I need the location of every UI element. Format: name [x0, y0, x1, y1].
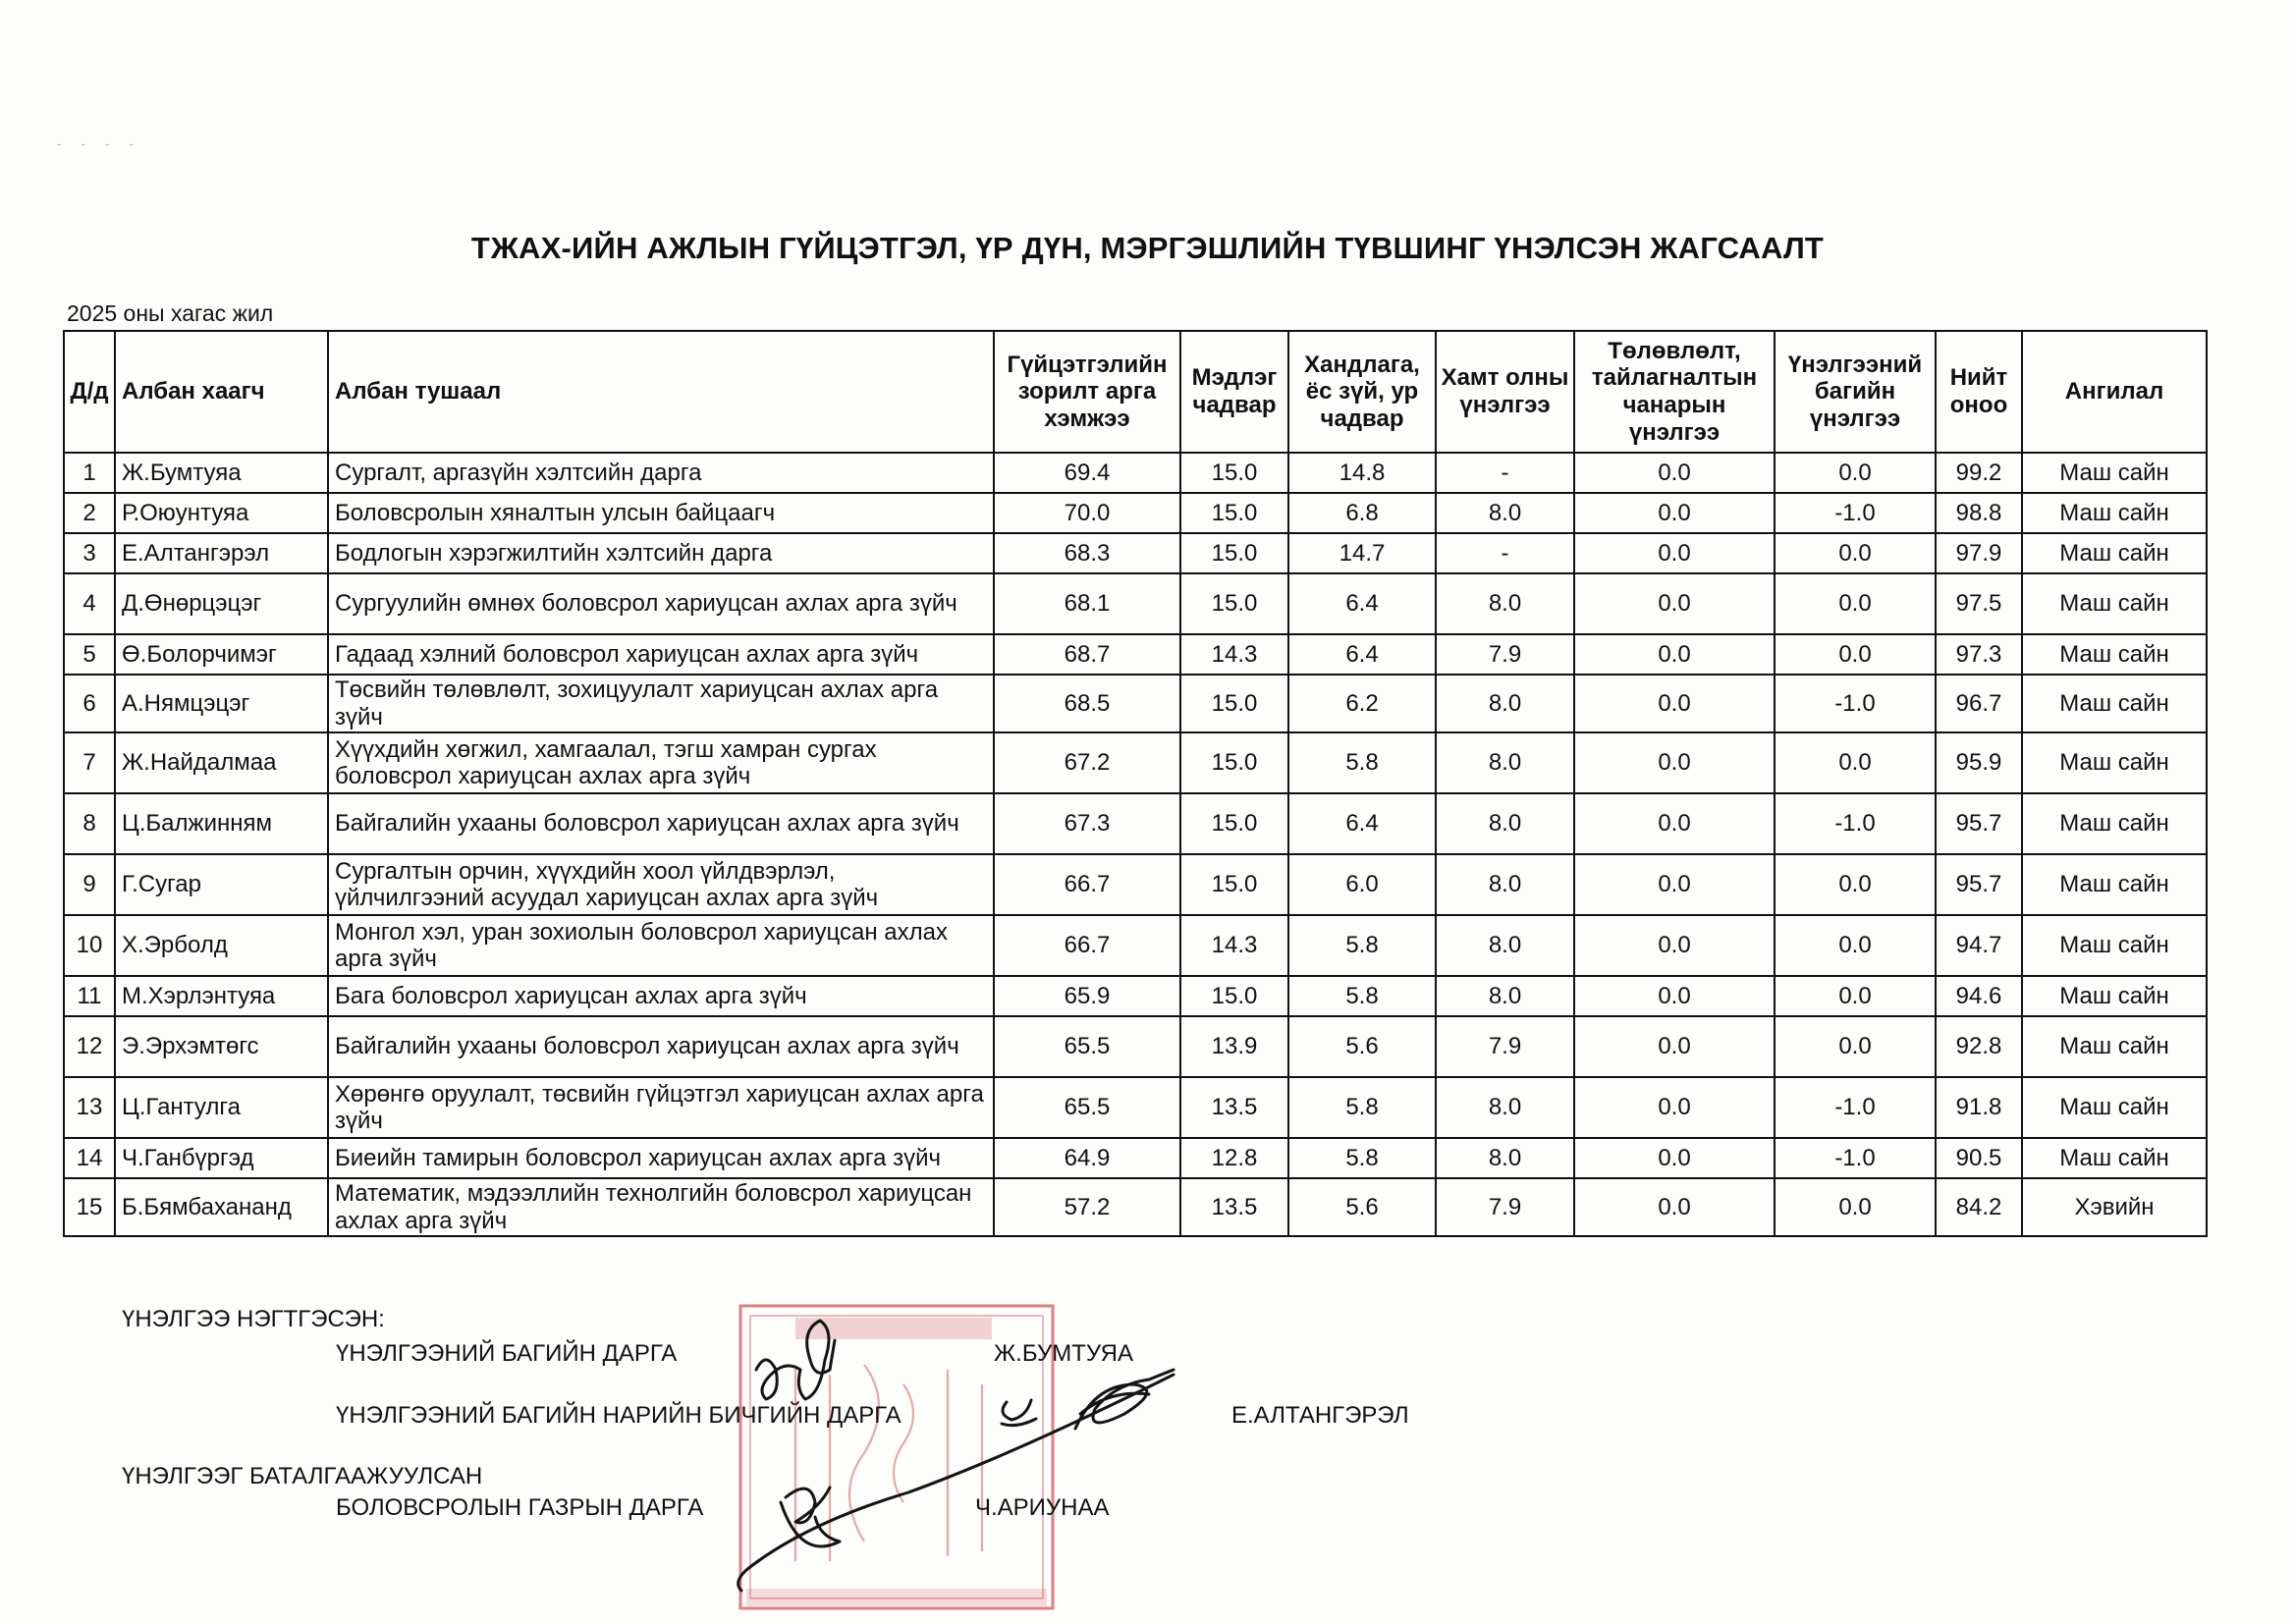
peer-score: 7.9 — [1436, 1016, 1574, 1077]
total-score: 97.9 — [1936, 533, 2022, 573]
position-title: Гадаад хэлний боловсрол хариуцсан ахлах арга зүйч — [328, 634, 994, 675]
results-table — [63, 330, 2208, 1237]
grade-label: Маш сайн — [2022, 675, 2207, 732]
knowledge-score: 15.0 — [1180, 453, 1288, 493]
total-score: 95.7 — [1936, 854, 2022, 915]
row-number: 15 — [64, 1178, 115, 1236]
grade-label: Маш сайн — [2022, 976, 2207, 1016]
attitude-score: 6.8 — [1288, 493, 1436, 533]
signature-team-lead — [756, 1321, 835, 1399]
peer-score: 8.0 — [1436, 732, 1574, 793]
position-title: Сургуулийн өмнөх боловсрол хариуцсан ахлах арга зүйч — [328, 573, 994, 634]
position-title: Бага боловсрол хариуцсан ахлах арга зүйч — [328, 976, 994, 1016]
peer-score: 8.0 — [1436, 675, 1574, 732]
table-row — [64, 634, 2207, 675]
team-lead-title: ҮНЭЛГЭЭНИЙ БАГИЙН ДАРГА — [336, 1340, 678, 1367]
approved-heading: ҮНЭЛГЭЭГ БАТАЛГААЖУУЛСАН — [122, 1463, 483, 1489]
attitude-score: 5.6 — [1288, 1178, 1436, 1236]
planning-score: 0.0 — [1574, 976, 1775, 1016]
knowledge-score: 15.0 — [1180, 573, 1288, 634]
table-row — [64, 915, 2207, 976]
knowledge-score: 15.0 — [1180, 793, 1288, 854]
employee-name: Б.Бямбахананд — [115, 1178, 328, 1236]
team-score: 0.0 — [1775, 1178, 1936, 1236]
table-row — [64, 453, 2207, 493]
planning-score: 0.0 — [1574, 732, 1775, 793]
grade-label: Маш сайн — [2022, 1016, 2207, 1077]
employee-name: Ц.Балжинням — [115, 793, 328, 854]
knowledge-score: 13.9 — [1180, 1016, 1288, 1077]
attitude-score: 14.7 — [1288, 533, 1436, 573]
team-score: 0.0 — [1775, 854, 1936, 915]
peer-score: 8.0 — [1436, 1077, 1574, 1138]
knowledge-score: 15.0 — [1180, 533, 1288, 573]
table-row — [64, 854, 2207, 915]
knowledge-score: 15.0 — [1180, 675, 1288, 732]
peer-score: 7.9 — [1436, 634, 1574, 675]
planning-score: 0.0 — [1574, 915, 1775, 976]
knowledge-score: 15.0 — [1180, 732, 1288, 793]
position-title: Математик, мэдээллийн технолгийн боловсрол хариуцсан ахлах арга зүйч — [328, 1178, 994, 1236]
team-score: 0.0 — [1775, 573, 1936, 634]
row-number: 8 — [64, 793, 115, 854]
col-header-total: Нийт оноо — [1936, 331, 2022, 453]
document-title: ТЖАХ-ИЙН АЖЛЫН ГҮЙЦЭТГЭЛ, ҮР ДҮН, МЭРГЭШЛИЙН ТҮВШИНГ ҮНЭЛСЭН ЖАГСААЛТ — [470, 231, 1825, 265]
position-title: Байгалийн ухааны боловсрол хариуцсан ахлах арга зүйч — [328, 793, 994, 854]
knowledge-score: 12.8 — [1180, 1138, 1288, 1178]
grade-label: Маш сайн — [2022, 854, 2207, 915]
row-number: 1 — [64, 453, 115, 493]
row-number: 9 — [64, 854, 115, 915]
table-row — [64, 1178, 2207, 1236]
team-score: 0.0 — [1775, 453, 1936, 493]
grade-label: Маш сайн — [2022, 493, 2207, 533]
goal-score: 67.2 — [994, 732, 1180, 793]
row-number: 11 — [64, 976, 115, 1016]
attitude-score: 6.4 — [1288, 573, 1436, 634]
employee-name: Д.Өнөрцэцэг — [115, 573, 328, 634]
table-row — [64, 1138, 2207, 1178]
attitude-score: 5.8 — [1288, 1138, 1436, 1178]
attitude-score: 5.8 — [1288, 732, 1436, 793]
goal-score: 66.7 — [994, 854, 1180, 915]
total-score: 98.8 — [1936, 493, 2022, 533]
total-score: 90.5 — [1936, 1138, 2022, 1178]
team-score: 0.0 — [1775, 976, 1936, 1016]
employee-name: Е.Алтангэрэл — [115, 533, 328, 573]
goal-score: 66.7 — [994, 915, 1180, 976]
planning-score: 0.0 — [1574, 793, 1775, 854]
planning-score: 0.0 — [1574, 573, 1775, 634]
attitude-score: 6.4 — [1288, 793, 1436, 854]
attitude-score: 6.2 — [1288, 675, 1436, 732]
team-lead-name: Ж.БУМТУЯА — [994, 1340, 1133, 1367]
grade-label: Маш сайн — [2022, 634, 2207, 675]
row-number: 6 — [64, 675, 115, 732]
signature-director — [738, 1375, 1174, 1591]
position-title: Хүүхдийн хөгжил, хамгаалал, тэгш хамран сургах боловсрол хариуцсан ахлах арга зүйч — [328, 732, 994, 793]
team-score: -1.0 — [1775, 1077, 1936, 1138]
table-body — [64, 453, 2207, 1236]
row-number: 4 — [64, 573, 115, 634]
goal-score: 65.5 — [994, 1077, 1180, 1138]
employee-name: Х.Эрболд — [115, 915, 328, 976]
scan-artifact-marks: - - - - — [57, 135, 142, 151]
row-number: 3 — [64, 533, 115, 573]
peer-score: 8.0 — [1436, 793, 1574, 854]
goal-score: 65.5 — [994, 1016, 1180, 1077]
row-number: 10 — [64, 915, 115, 976]
director-name: Ч.АРИУНАА — [975, 1494, 1110, 1521]
total-score: 99.2 — [1936, 453, 2022, 493]
table-row — [64, 573, 2207, 634]
team-score: 0.0 — [1775, 533, 1936, 573]
total-score: 84.2 — [1936, 1178, 2022, 1236]
team-score: 0.0 — [1775, 634, 1936, 675]
knowledge-score: 14.3 — [1180, 634, 1288, 675]
planning-score: 0.0 — [1574, 493, 1775, 533]
grade-label: Маш сайн — [2022, 453, 2207, 493]
row-number: 5 — [64, 634, 115, 675]
position-title: Сургалтын орчин, хүүхдийн хоол үйлдвэрлэл, үйлчилгээний асуудал хариуцсан ахлах арга зүйч — [328, 854, 994, 915]
total-score: 91.8 — [1936, 1077, 2022, 1138]
table-row — [64, 493, 2207, 533]
planning-score: 0.0 — [1574, 1016, 1775, 1077]
grade-label: Маш сайн — [2022, 533, 2207, 573]
employee-name: Ж.Бумтуяа — [115, 453, 328, 493]
planning-score: 0.0 — [1574, 533, 1775, 573]
employee-name: Ц.Гантулга — [115, 1077, 328, 1138]
grade-label: Маш сайн — [2022, 1077, 2207, 1138]
peer-score: - — [1436, 453, 1574, 493]
total-score: 97.3 — [1936, 634, 2022, 675]
attitude-score: 5.6 — [1288, 1016, 1436, 1077]
total-score: 92.8 — [1936, 1016, 2022, 1077]
employee-name: Р.Оюунтуяа — [115, 493, 328, 533]
knowledge-score: 15.0 — [1180, 854, 1288, 915]
peer-score: 8.0 — [1436, 1138, 1574, 1178]
team-score: 0.0 — [1775, 1016, 1936, 1077]
planning-score: 0.0 — [1574, 634, 1775, 675]
row-number: 13 — [64, 1077, 115, 1138]
employee-name: М.Хэрлэнтуяа — [115, 976, 328, 1016]
total-score: 95.7 — [1936, 793, 2022, 854]
employee-name: Г.Сугар — [115, 854, 328, 915]
attitude-score: 5.8 — [1288, 976, 1436, 1016]
table-row — [64, 732, 2207, 793]
total-score: 94.7 — [1936, 915, 2022, 976]
table-row — [64, 533, 2207, 573]
position-title: Монгол хэл, уран зохиолын боловсрол хариуцсан ахлах арга зүйч — [328, 915, 994, 976]
position-title: Бодлогын хэрэгжилтийн хэлтсийн дарга — [328, 533, 994, 573]
position-title: Боловсролын хяналтын улсын байцаагч — [328, 493, 994, 533]
prepared-heading: ҮНЭЛГЭЭ НЭГТГЭСЭН: — [122, 1306, 385, 1332]
attitude-score: 5.8 — [1288, 1077, 1436, 1138]
table-row — [64, 675, 2207, 732]
peer-score: 8.0 — [1436, 573, 1574, 634]
header-row — [64, 331, 2207, 453]
total-score: 97.5 — [1936, 573, 2022, 634]
col-header-goal: Гүйцэтгэлийн зорилт арга хэмжээ — [994, 331, 1180, 453]
peer-score: 8.0 — [1436, 854, 1574, 915]
planning-score: 0.0 — [1574, 1178, 1775, 1236]
table-row — [64, 793, 2207, 854]
grade-label: Маш сайн — [2022, 793, 2207, 854]
planning-score: 0.0 — [1574, 854, 1775, 915]
table-row — [64, 1077, 2207, 1138]
planning-score: 0.0 — [1574, 1077, 1775, 1138]
knowledge-score: 13.5 — [1180, 1178, 1288, 1236]
position-title: Төсвийн төлөвлөлт, зохицуулалт хариуцсан ахлах арга зүйч — [328, 675, 994, 732]
goal-score: 57.2 — [994, 1178, 1180, 1236]
official-stamp — [737, 1296, 1070, 1620]
attitude-score: 14.8 — [1288, 453, 1436, 493]
peer-score: 8.0 — [1436, 915, 1574, 976]
grade-label: Маш сайн — [2022, 573, 2207, 634]
team-score: -1.0 — [1775, 675, 1936, 732]
knowledge-score: 13.5 — [1180, 1077, 1288, 1138]
employee-name: Ж.Найдалмаа — [115, 732, 328, 793]
total-score: 95.9 — [1936, 732, 2022, 793]
row-number: 7 — [64, 732, 115, 793]
row-number: 12 — [64, 1016, 115, 1077]
goal-score: 70.0 — [994, 493, 1180, 533]
goal-score: 65.9 — [994, 976, 1180, 1016]
employee-name: Ч.Ганбүргэд — [115, 1138, 328, 1178]
secretary-name: Е.АЛТАНГЭРЭЛ — [1231, 1402, 1409, 1429]
signature-secretary — [1002, 1370, 1174, 1429]
attitude-score: 5.8 — [1288, 915, 1436, 976]
employee-name: Ө.Болорчимэг — [115, 634, 328, 675]
director-title: БОЛОВСРОЛЫН ГАЗРЫН ДАРГА — [336, 1494, 704, 1521]
planning-score: 0.0 — [1574, 675, 1775, 732]
peer-score: - — [1436, 533, 1574, 573]
col-header-team: Үнэлгээний багийн үнэлгээ — [1775, 331, 1936, 453]
planning-score: 0.0 — [1574, 1138, 1775, 1178]
knowledge-score: 15.0 — [1180, 493, 1288, 533]
peer-score: 7.9 — [1436, 1178, 1574, 1236]
team-score: -1.0 — [1775, 493, 1936, 533]
knowledge-score: 14.3 — [1180, 915, 1288, 976]
team-score: -1.0 — [1775, 793, 1936, 854]
peer-score: 8.0 — [1436, 976, 1574, 1016]
peer-score: 8.0 — [1436, 493, 1574, 533]
knowledge-score: 15.0 — [1180, 976, 1288, 1016]
attitude-score: 6.4 — [1288, 634, 1436, 675]
grade-label: Хэвийн — [2022, 1178, 2207, 1236]
table-row — [64, 1016, 2207, 1077]
total-score: 96.7 — [1936, 675, 2022, 732]
goal-score: 68.1 — [994, 573, 1180, 634]
col-header-grade: Ангилал — [2022, 331, 2207, 453]
row-number: 2 — [64, 493, 115, 533]
team-score: -1.0 — [1775, 1138, 1936, 1178]
grade-label: Маш сайн — [2022, 915, 2207, 976]
col-header-planning: Төлөвлөлт, тайлагналтын чанарын үнэлгээ — [1574, 331, 1775, 453]
employee-name: Э.Эрхэмтөгс — [115, 1016, 328, 1077]
planning-score: 0.0 — [1574, 453, 1775, 493]
employee-name: А.Нямцэцэг — [115, 675, 328, 732]
period-label: 2025 оны хагас жил — [67, 300, 274, 326]
table-header — [64, 331, 2207, 453]
table-row — [64, 976, 2207, 1016]
goal-score: 64.9 — [994, 1138, 1180, 1178]
col-header-knowledge: Мэдлэг чадвар — [1180, 331, 1288, 453]
team-score: 0.0 — [1775, 915, 1936, 976]
team-score: 0.0 — [1775, 732, 1936, 793]
col-header-employee: Албан хаагч — [115, 331, 328, 453]
col-header-no: Д/д — [64, 331, 115, 453]
grade-label: Маш сайн — [2022, 1138, 2207, 1178]
grade-label: Маш сайн — [2022, 732, 2207, 793]
attitude-score: 6.0 — [1288, 854, 1436, 915]
goal-score: 67.3 — [994, 793, 1180, 854]
col-header-peer: Хамт олны үнэлгээ — [1436, 331, 1574, 453]
goal-score: 68.3 — [994, 533, 1180, 573]
secretary-title: ҮНЭЛГЭЭНИЙ БАГИЙН НАРИЙН БИЧГИЙН ДАРГА — [336, 1402, 902, 1429]
position-title: Биеийн тамирын боловсрол хариуцсан ахлах арга зүйч — [328, 1138, 994, 1178]
total-score: 94.6 — [1936, 976, 2022, 1016]
goal-score: 68.5 — [994, 675, 1180, 732]
position-title: Хөрөнгө оруулалт, төсвийн гүйцэтгэл хариуцсан ахлах арга зүйч — [328, 1077, 994, 1138]
row-number: 14 — [64, 1138, 115, 1178]
position-title: Байгалийн ухааны боловсрол хариуцсан ахлах арга зүйч — [328, 1016, 994, 1077]
goal-score: 69.4 — [994, 453, 1180, 493]
goal-score: 68.7 — [994, 634, 1180, 675]
col-header-attitude: Хандлага, ёс зүй, ур чадвар — [1288, 331, 1436, 453]
col-header-position: Албан тушаал — [328, 331, 994, 453]
position-title: Сургалт, аргазүйн хэлтсийн дарга — [328, 453, 994, 493]
